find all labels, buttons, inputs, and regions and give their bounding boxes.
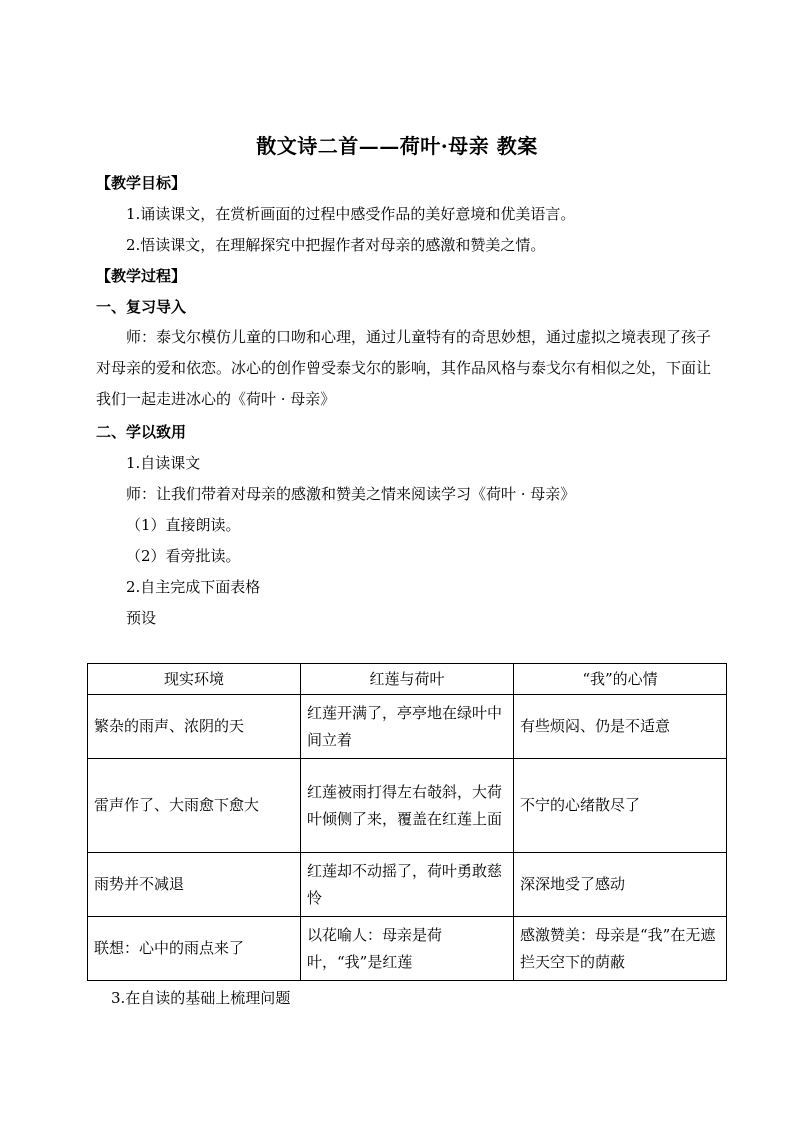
content-table [87, 663, 727, 981]
table-cell: 红莲被雨打得左右攲斜，大荷叶倾侧了来，覆盖在红莲上面 [301, 759, 514, 853]
table-cell: 红莲却不动摇了，荷叶勇敢慈怜 [301, 853, 514, 917]
table-cell: 雨势并不减退 [88, 853, 301, 917]
table-cell: 红莲开满了，亭亭地在绿叶中间立着 [301, 695, 514, 759]
part-1-paragraph: 师：泰戈尔模仿儿童的口吻和心理，通过儿童特有的奇思妙想，通过虚拟之境表现了孩子对母亲的爱和依恋。冰心的创作曾受泰戈尔的影响，其作品风格与泰戈尔有相似之处，下面让我们一起走进冰心的《荷叶 · 母亲》 [96, 328, 712, 408]
goal-item-2: 2.悟读课文，在理解探究中把握作者对母亲的感激和赞美之情。 [126, 236, 546, 254]
step-1-paragraph: 师：让我们带着对母亲的感激和赞美之情来阅读学习《荷叶 · 母亲》 [126, 485, 576, 503]
table-cell: 繁杂的雨声、浓阴的天 [88, 695, 301, 759]
step-2-heading: 2.自主完成下面表格 [126, 578, 261, 596]
step-3-heading: 3.在自读的基础上梳理问题 [111, 989, 291, 1007]
table-cell: 雷声作了、大雨愈下愈大 [88, 759, 301, 853]
table-cell: 感激赞美：母亲是“我”在无遮拦天空下的荫蔽 [514, 917, 727, 981]
section-heading-process: 【教学过程】 [96, 267, 187, 285]
table-header-row [88, 664, 727, 695]
step-1-sub-item-2: （2）看旁批读。 [126, 547, 241, 565]
step-1-sub-item-1: （1）直接朗读。 [126, 516, 241, 534]
table-row [88, 759, 727, 853]
table-row [88, 853, 727, 917]
table-row [88, 695, 727, 759]
table-header-cell: “我”的心情 [514, 664, 727, 695]
section-heading-goals: 【教学目标】 [96, 174, 187, 192]
part-2-heading: 二、学以致用 [96, 423, 187, 441]
table-cell: 深深地受了感动 [514, 853, 727, 917]
table-cell: 以花喻人：母亲是荷叶，“我”是红莲 [301, 917, 514, 981]
table-row [88, 917, 727, 981]
step-2-preset-label: 预设 [126, 609, 157, 627]
table-cell: 不宁的心绪散尽了 [514, 759, 727, 853]
table-cell: 联想：心中的雨点来了 [88, 917, 301, 981]
step-1-heading: 1.自读课文 [126, 454, 201, 472]
table-header-cell: 现实环境 [88, 664, 301, 695]
part-1-heading: 一、复习导入 [96, 298, 187, 316]
goal-item-1: 1.诵读课文，在赏析画面的过程中感受作品的美好意境和优美语言。 [126, 205, 576, 223]
table-header-cell: 红莲与荷叶 [301, 664, 514, 695]
table-cell: 有些烦闷、仍是不适意 [514, 695, 727, 759]
document-title: 散文诗二首——荷叶·母亲 教案 [256, 134, 538, 158]
